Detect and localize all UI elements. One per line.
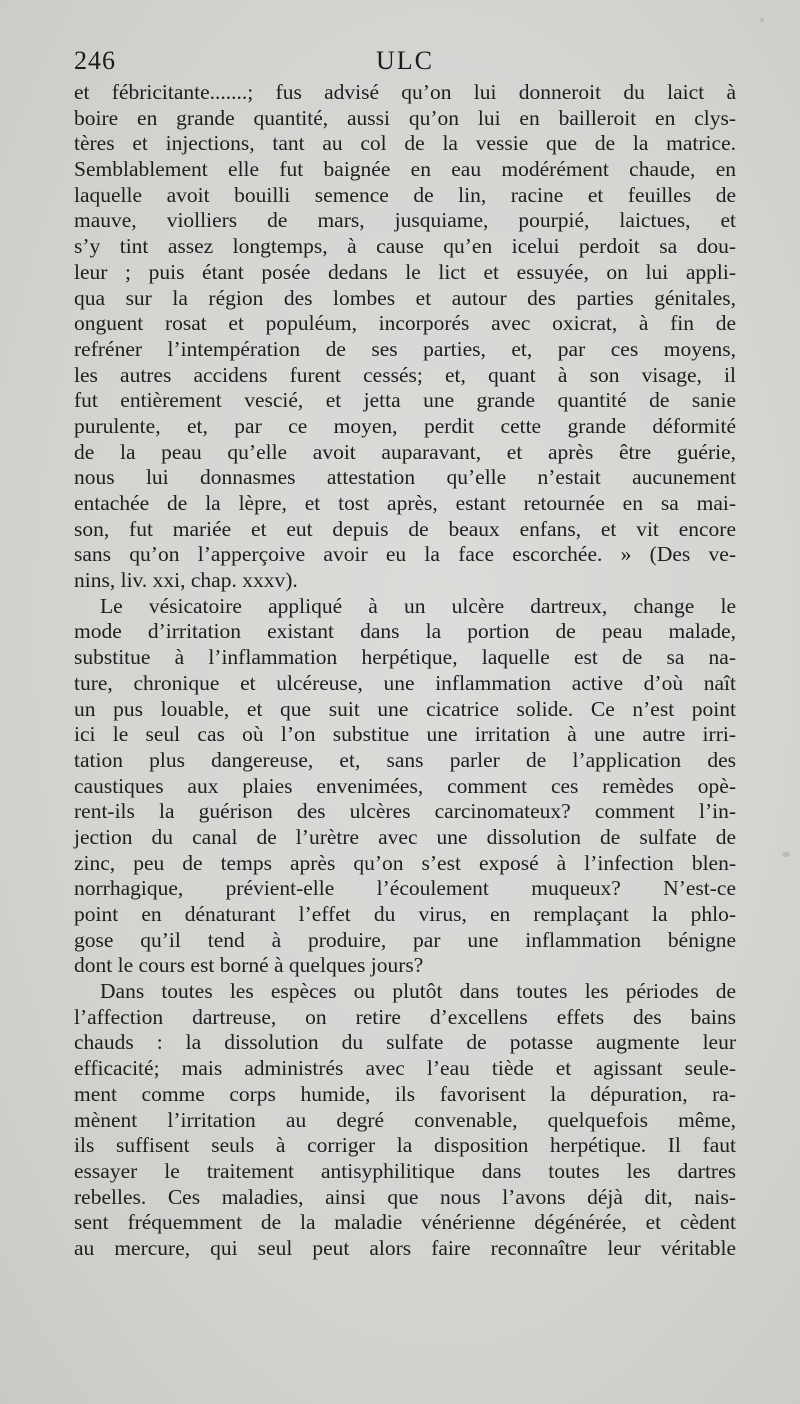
text-line: au mercure, qui seul peut alors faire reconnaître leur véritable [74, 1235, 736, 1260]
text-line: qua sur la région des lombes et autour des parties génitales, [74, 285, 736, 310]
text-line: refréner l’intempération de ses parties, et, par ces moyens, [74, 336, 736, 361]
text-line: mauve, violliers de mars, jusquiame, pourpié, laictues, et [74, 208, 736, 233]
text-line: un pus louable, et que suit une cicatrice solide. Ce n’est point [74, 696, 736, 721]
text-line: ici le seul cas où l’on substitue une irritation à une autre irri- [74, 722, 736, 747]
text-line: Le vésicatoire appliqué à un ulcère dartreux, change le [100, 593, 736, 618]
text-line: purulente, et, par ce moyen, perdit cette grande déformité [74, 413, 736, 438]
text-line: norrhagique, prévient-elle l’écoulement muqueux? N’est-ce [74, 876, 736, 901]
text-line: mode d’irritation existant dans la portion de peau malade, [74, 619, 736, 644]
text-line: ment comme corps humide, ils favorisent la dépuration, ra- [74, 1081, 736, 1106]
text-line: rebelles. Ces maladies, ainsi que nous l’avons déjà dit, nais- [74, 1184, 736, 1209]
paper-spot [782, 852, 790, 857]
text-line: caustiques aux plaies envenimées, comment ces remèdes opè- [74, 773, 736, 798]
running-title: ULC [376, 46, 434, 75]
text-line: boire en grande quantité, aussi qu’on lui en bailleroit en clys- [74, 105, 736, 130]
text-line: nous lui donnasmes attestation qu’elle n’estait aucunement [74, 465, 736, 490]
text-line: tation plus dangereuse, et, sans parler de l’application des [74, 747, 736, 772]
text-line: point en dénaturant l’effet du virus, en remplaçant la phlo- [74, 902, 736, 926]
text-line: son, fut mariée et eut depuis de beaux enfans, et vit encore [74, 516, 736, 541]
text-line: les autres accidens furent cessés; et, quant à son visage, il [74, 362, 736, 387]
text-line: sent fréquemment de la maladie vénérienne dégénérée, et cèdent [74, 1210, 736, 1235]
text-line: laquelle avoit bouilli semence de lin, racine et feuilles de [74, 182, 736, 207]
paper-spot [760, 18, 764, 22]
text-line: substitue à l’inflammation herpétique, laquelle est de sa na- [74, 645, 736, 670]
text-line: ils suffisent seuls à corriger la disposition herpétique. Il faut [74, 1133, 736, 1158]
text-line: Semblablement elle fut baignée en eau modérément chaude, en [74, 157, 736, 182]
text-line: s’y tint assez longtemps, à cause qu’en icelui perdoit sa dou- [74, 234, 736, 259]
text-line: l’affection dartreuse, on retire d’excellens effets des bains [74, 1004, 736, 1029]
text-line: sans qu’on l’apperçoive avoir eu la face escorchée. » (Des ve- [74, 542, 736, 567]
text-line: zinc, peu de temps après qu’on s’est exposé à l’infection blen- [74, 850, 736, 875]
page-number: 246 [74, 46, 116, 75]
text-line: essayer le traitement antisyphilitique dans toutes les dartres [74, 1158, 736, 1183]
text-line: chauds : la dissolution du sulfate de potasse augmente leur [74, 1030, 736, 1055]
text-line: et fébricitante.......; fus advisé qu’on lui donneroit du laict à [74, 80, 736, 104]
text-line: efficacité; mais administrés avec l’eau tiède et agissant seule- [74, 1056, 736, 1081]
text-line: jection du canal de l’urètre avec une dissolution de sulfate de [74, 824, 736, 849]
text-line: fut entièrement vescié, et jetta une grande quantité de sanie [74, 388, 736, 413]
text-line: de la peau qu’elle avoit auparavant, et après être guérie, [74, 439, 736, 464]
text-line: mènent l’irritation au degré convenable, quelquefois même, [74, 1107, 736, 1132]
text-line: Dans toutes les espèces ou plutôt dans toutes les périodes de [100, 979, 736, 1004]
text-line: onguent rosat et populéum, incorporés avec oxicrat, à fin de [74, 311, 736, 336]
text-line: rent-ils la guérison des ulcères carcinomateux? comment l’in- [74, 799, 736, 824]
text-line: entachée de la lèpre, et tost après, estant retournée en sa mai- [74, 491, 736, 515]
running-head [74, 46, 736, 78]
text-line: gose qu’il tend à produire, par une inflammation bénigne [74, 927, 736, 952]
text-line: nins, liv. xxi, chap. xxxv). [74, 568, 298, 593]
body-text [74, 80, 736, 1262]
text-line: ture, chronique et ulcéreuse, une inflammation active d’où naît [74, 670, 736, 695]
text-line: dont le cours est borné à quelques jours? [74, 953, 424, 978]
text-line: leur ; puis étant posée dedans le lict et essuyée, on lui appli- [74, 259, 736, 284]
text-line: tères et injections, tant au col de la vessie que de la matrice. [74, 131, 736, 156]
